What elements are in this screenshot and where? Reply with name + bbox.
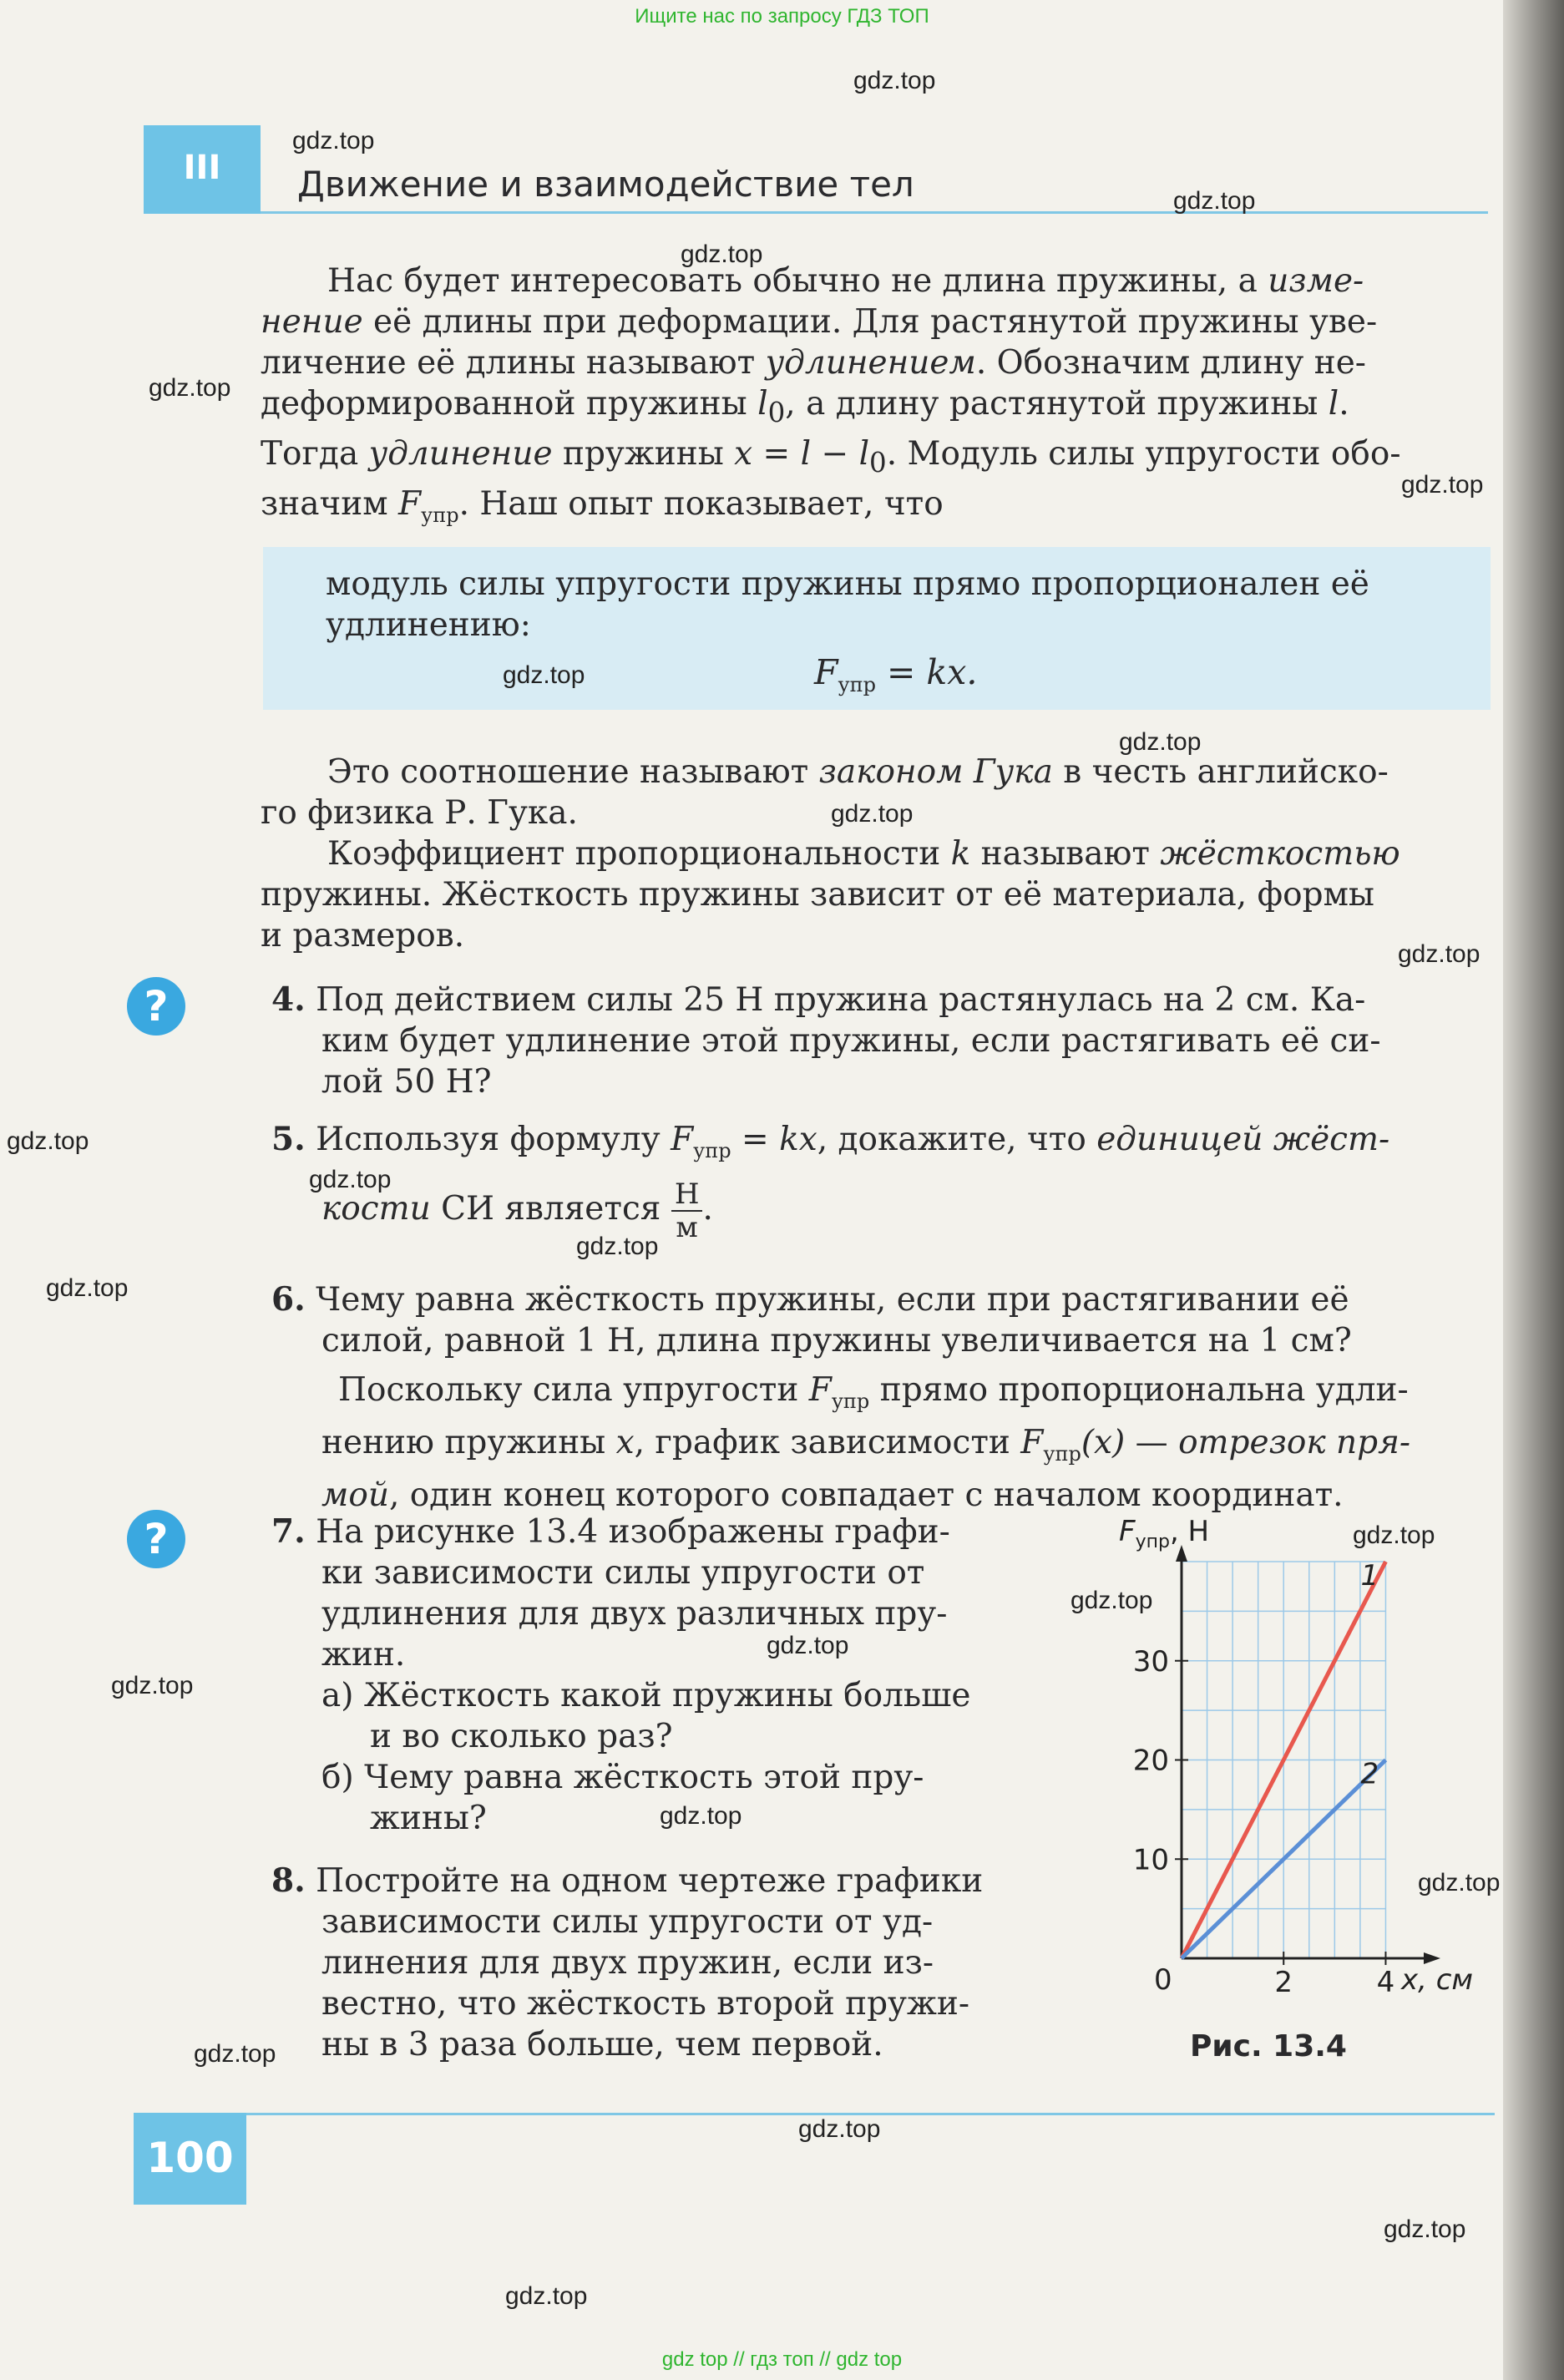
unit-fraction: Н м bbox=[671, 1178, 703, 1243]
x-axis-arrow bbox=[1424, 1952, 1440, 1964]
watermark: gdz.top bbox=[46, 1274, 129, 1302]
y-tick-label: 20 bbox=[1132, 1744, 1169, 1778]
x-axis-label: x, см bbox=[1401, 1963, 1474, 1997]
figure-13-4-chart bbox=[1102, 1503, 1503, 2021]
question-8: 8. Постройте на одном чертеже графики зависимости силы упругости от уд- линения для двух пружин, если из- вестно, что жёсткость второй пружи- ны в 3 раза больше, чем первой. bbox=[271, 1861, 984, 2064]
watermark: gdz.top bbox=[798, 2115, 881, 2143]
watermark: gdz.top bbox=[831, 800, 914, 828]
watermark: gdz.top bbox=[309, 1166, 392, 1193]
page-number: 100 bbox=[146, 2134, 234, 2182]
header-divider bbox=[261, 211, 1488, 214]
watermark: gdz.top bbox=[1384, 2215, 1466, 2243]
watermark: gdz.top bbox=[1418, 1869, 1501, 1896]
watermark: gdz.top bbox=[1353, 1522, 1435, 1549]
question-6: 6. Чему равна жёсткость пружины, если при растягивании её силой, равной 1 Н, длина пружины увеличивается на 1 см? bbox=[271, 1280, 1352, 1360]
bottom-banner: gdz top // гдз топ // gdz top bbox=[661, 2348, 903, 2371]
page-binding-edge bbox=[1503, 0, 1564, 2380]
watermark: gdz.top bbox=[853, 67, 936, 94]
question-icon: ? bbox=[127, 977, 185, 1036]
question-4: 4. Под действием силы 25 Н пружина растянулась на 2 см. Ка- ким будет удлинение этой пружины, если растягивать её си- лой 50 Н? bbox=[271, 980, 1381, 1101]
top-banner: Ищите нас по запросу ГДЗ ТОП bbox=[635, 5, 929, 28]
watermark: gdz.top bbox=[681, 241, 763, 268]
figure-caption: Рис. 13.4 bbox=[1190, 2029, 1347, 2064]
watermark: gdz.top bbox=[503, 661, 585, 689]
watermark: gdz.top bbox=[149, 374, 231, 402]
paragraph-graph: Поскольку сила упругости $F_{упр}$ прямо пропорциональна удли- нению пружины x, график зависимости $F_{упр}(x)$ — отрезок пря- мой, один конец которого совпадает с началом координат. bbox=[321, 1371, 1411, 1514]
y-axis-label: $F_{упр}$, Н bbox=[1119, 1515, 1210, 1552]
chapter-title: Движение и взаимодействие тел bbox=[297, 164, 914, 205]
watermark: gdz.top bbox=[1071, 1587, 1153, 1614]
watermark: gdz.top bbox=[660, 1802, 742, 1830]
watermark: gdz.top bbox=[7, 1127, 89, 1155]
hooke-rule: модуль силы упругости пружины прямо пропорционален её удлинению: $F_{упр}$ = kx. bbox=[326, 564, 1478, 706]
watermark: gdz.top bbox=[111, 1672, 194, 1699]
chart-axes bbox=[1133, 1545, 1440, 1999]
y-tick-label: 30 bbox=[1132, 1644, 1169, 1679]
watermark: gdz.top bbox=[1401, 471, 1484, 499]
x-tick-label: 4 bbox=[1376, 1966, 1395, 1999]
series-label-2: 2 bbox=[1360, 1757, 1379, 1791]
watermark: gdz.top bbox=[292, 127, 375, 154]
watermark: gdz.top bbox=[194, 2040, 276, 2068]
question-7: 7. На рисунке 13.4 изображены графи- ки зависимости силы упругости от удлинения для двух различных пру- жин. а) Жёсткость какой пружины больше и во сколько раз? б) Чему равна жёсткость этой пру- жины? bbox=[271, 1512, 971, 1837]
series-label-1: 1 bbox=[1360, 1559, 1379, 1593]
watermark: gdz.top bbox=[1119, 728, 1202, 756]
x-tick-label: 2 bbox=[1274, 1966, 1293, 1999]
watermark: gdz.top bbox=[505, 2282, 588, 2310]
question-5: 5. Используя формулу $F_{упр}$ = kx, докажите, что единицей жёст- кости СИ является Н м . bbox=[271, 1120, 1390, 1244]
watermark: gdz.top bbox=[1398, 940, 1480, 968]
origin-label: 0 bbox=[1154, 1963, 1172, 1997]
chapter-number: III bbox=[183, 149, 221, 187]
paragraph-deformation: Нас будет интересовать обычно не длина пружины, а изме- нение её длины при деформации. Для растянутой пружины уве- личение её длины называют удлинением. Обозначим длину не- деформированной пружины $l_0$, а длину растянутой пружины l. Тогда удлинение пружины $x = l - l_0$. Модуль силы упругости обо- значим $F_{упр}$. Наш опыт показывает, что bbox=[261, 262, 1401, 527]
watermark: gdz.top bbox=[1173, 187, 1256, 215]
hooke-formula: $F_{упр}$ = kx. bbox=[814, 652, 978, 696]
paragraph-hooke-law: Это соотношение называют законом Гука в честь английско- го физика Р. Гука. Коэффициент пропорциональности k называют жёсткостью пружины. Жёсткость пружины зависит от её материала, формы и размеров. bbox=[261, 753, 1400, 955]
question-icon: ? bbox=[127, 1510, 185, 1568]
watermark: gdz.top bbox=[576, 1233, 659, 1260]
watermark: gdz.top bbox=[767, 1632, 849, 1659]
y-tick-label: 10 bbox=[1132, 1843, 1169, 1877]
